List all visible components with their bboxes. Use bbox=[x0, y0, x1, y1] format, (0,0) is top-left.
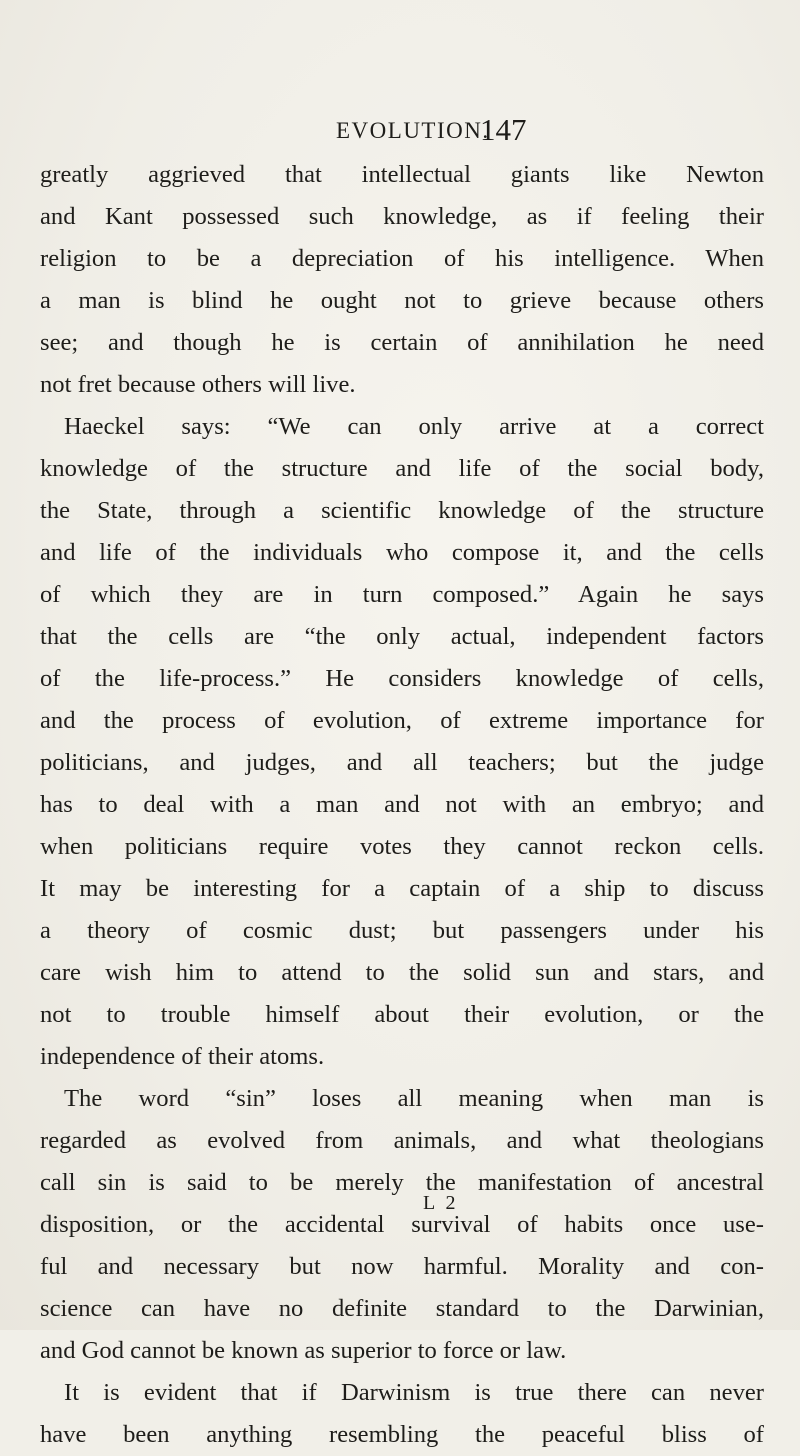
text-line: politicians, and judges, and all teachers; but the judge bbox=[40, 749, 764, 776]
text-line: has to deal with a man and not with an embryo; and bbox=[40, 791, 764, 818]
text-line: and God cannot be known as superior to force or law. bbox=[40, 1337, 567, 1364]
text-line: and the process of evolution, of extreme importance for bbox=[40, 707, 764, 734]
text-line: the State, through a scientific knowledge of the structure bbox=[40, 497, 764, 524]
body-text bbox=[40, 154, 764, 1456]
text-line: and Kant possessed such knowledge, as if feeling their bbox=[40, 203, 764, 230]
page-number: 147 bbox=[480, 112, 527, 147]
paragraph-first-line: The word “sin” loses all meaning when man is bbox=[64, 1085, 764, 1112]
paragraph-first-line: It is evident that if Darwinism is true there can never bbox=[64, 1379, 764, 1406]
text-line: that the cells are “the only actual, independent factors bbox=[40, 623, 764, 650]
text-line: greatly aggrieved that intellectual giants like Newton bbox=[40, 161, 764, 188]
text-line: when politicians require votes they cannot reckon cells. bbox=[40, 833, 764, 860]
text-line: see; and though he is certain of annihilation he need bbox=[40, 329, 764, 356]
text-line: independence of their atoms. bbox=[40, 1043, 325, 1070]
paragraph-first-line: Haeckel says: “We can only arrive at a correct bbox=[64, 413, 764, 440]
text-line: science can have no definite standard to the Darwinian, bbox=[40, 1295, 764, 1322]
text-line: regarded as evolved from animals, and what theologians bbox=[40, 1127, 764, 1154]
text-line: a man is blind he ought not to grieve because others bbox=[40, 287, 764, 314]
text-line: and life of the individuals who compose it, and the cells bbox=[40, 539, 764, 566]
text-line: care wish him to attend to the solid sun and stars, and bbox=[40, 959, 764, 986]
text-line: of the life-process.” He considers knowledge of cells, bbox=[40, 665, 764, 692]
text-line: It may be interesting for a captain of a ship to discuss bbox=[40, 875, 764, 902]
text-line: of which they are in turn composed.” Again he says bbox=[40, 581, 764, 608]
text-line: religion to be a depreciation of his intelligence. When bbox=[40, 245, 764, 272]
text-line: a theory of cosmic dust; but passengers under his bbox=[40, 917, 764, 944]
running-head-title: EVOLUTION. bbox=[336, 118, 490, 143]
text-line: call sin is said to be merely the manifestation of ancestral bbox=[40, 1169, 764, 1196]
running-head bbox=[0, 112, 800, 152]
signature-mark: L 2 bbox=[423, 1192, 459, 1214]
text-line: ful and necessary but now harmful. Morality and con- bbox=[40, 1253, 764, 1280]
text-line: disposition, or the accidental survival of habits once use- bbox=[40, 1211, 764, 1238]
text-line: have been anything resembling the peaceful bliss of bbox=[40, 1421, 764, 1448]
text-line: knowledge of the structure and life of the social body, bbox=[40, 455, 764, 482]
text-line: not fret because others will live. bbox=[40, 371, 356, 398]
text-line: not to trouble himself about their evolution, or the bbox=[40, 1001, 764, 1028]
